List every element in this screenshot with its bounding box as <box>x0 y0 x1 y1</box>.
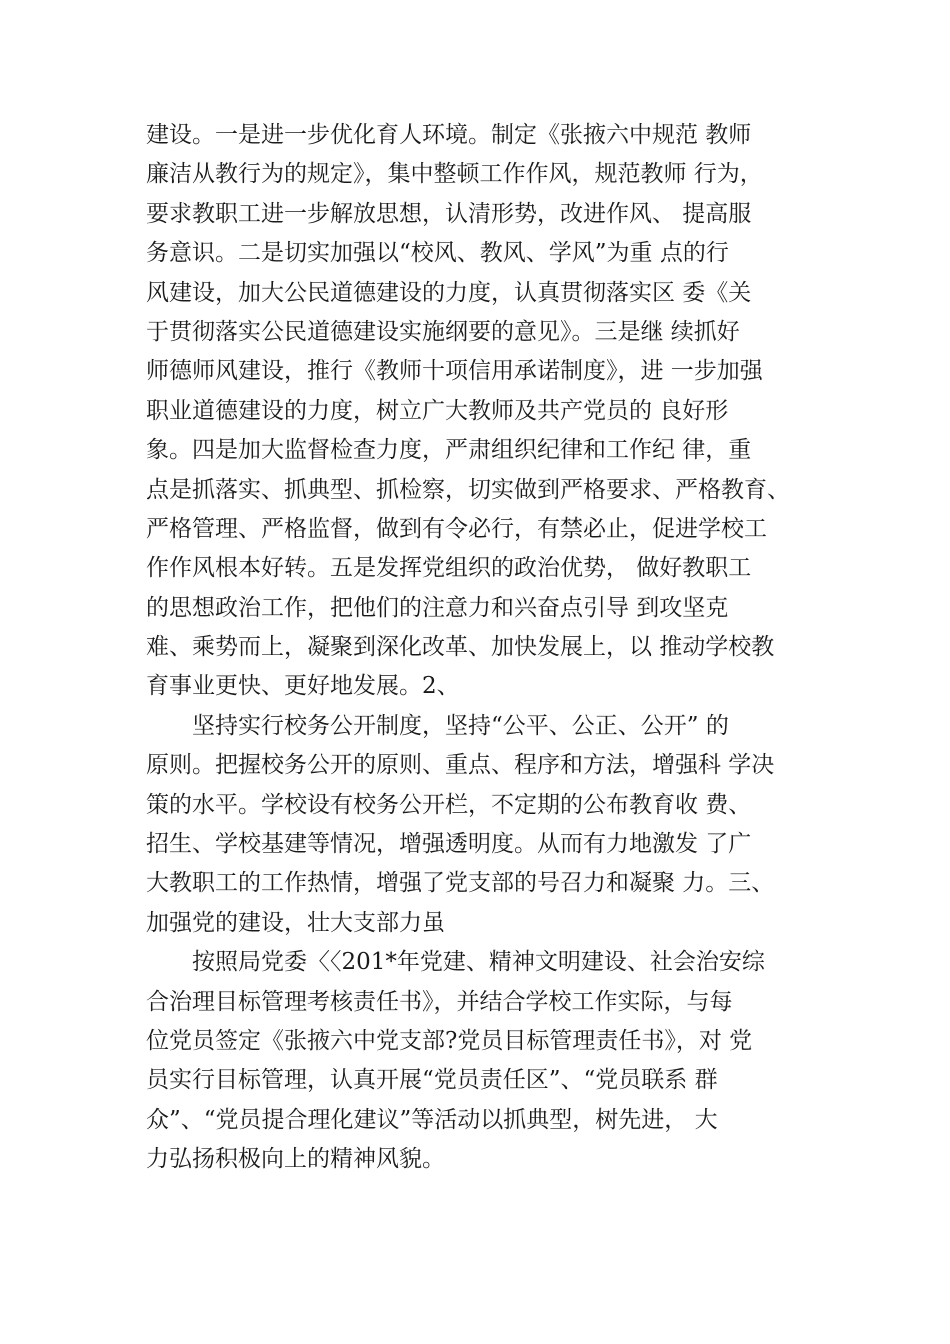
text-line: 大教职工的工作热情，增强了党支部的号召力和凝聚 力。三、 <box>146 870 775 897</box>
text-line: 原则。把握校务公开的原则、重点、程序和方法，增强科 学决 <box>146 752 775 779</box>
text-line: 点是抓落实、抓典型、抓检察，切实做到严格要求、严格教育、 <box>146 476 790 503</box>
text-line: 招生、学校基建等情况，增强透明度。从而有力地激发 了广 <box>146 831 752 858</box>
text-line: 员实行目标管理，认真开展“党员责任区”、“党员联系 群 <box>146 1067 718 1094</box>
text-line: 众”、“党员提合理化建议”等活动以抓典型，树先进， 大 <box>146 1106 718 1133</box>
text-line: 作作风根本好转。五是发挥党组织的政治优势， 做好教职工 <box>146 555 752 582</box>
text-line: 于贯彻落实公民道德建设实施纲要的意见》。三是继 续抓好 <box>146 318 740 345</box>
text-line: 风建设，加大公民道德建设的力度，认真贯彻落实区 委《关 <box>146 279 752 306</box>
text-line: 力弘扬积极向上的精神风貌。 <box>146 1146 445 1173</box>
text-line: 廉洁从教行为的规定》，集中整顿工作作风，规范教师 行为， <box>146 161 763 188</box>
text-line: 的思想政治工作，把他们的注意力和兴奋点引导 到攻坚克 <box>146 594 729 621</box>
text-line: 务意识。二是切实加强以“校风、教风、学风”为重 点的行 <box>146 240 729 267</box>
text-line: 位党员签定《张掖六中党支部?党员目标管理责任书》，对 党 <box>146 1027 753 1054</box>
text-line: 职业道德建设的力度，树立广大教师及共产党员的 良好形 <box>146 397 729 424</box>
text-line: 师德师风建设，推行《教师十项信用承诺制度》，进 一步加强 <box>146 358 763 385</box>
text-line: 建设。一是进一步优化育人环境。制定《张掖六中规范 教师 <box>146 122 752 148</box>
text-line: 按照局党委〈〈201*年党建、精神文明建设、社会治安综 <box>192 949 765 976</box>
body-text <box>146 116 836 1180</box>
text-line: 策的水平。学校设有校务公开栏，不定期的公布教育收 费、 <box>146 791 752 818</box>
text-line: 严格管理、严格监督，做到有令必行，有禁必止，促进学校工 <box>146 515 767 542</box>
text-line: 象。四是加大监督检查力度，严肃组织纪律和工作纪 律，重 <box>146 437 752 464</box>
text-line: 育事业更快、更好地发展。2、 <box>146 673 460 700</box>
text-line: 坚持实行校务公开制度，坚持“公平、公正、公开” 的 <box>192 712 729 739</box>
text-line: 加强党的建设，壮大支部力虽 <box>146 909 445 936</box>
text-line: 合治理目标管理考核责任书》，并结合学校工作实际，与每 <box>146 988 733 1015</box>
text-line: 难、乘势而上，凝聚到深化改革、加快发展上，以 推动学校教 <box>146 634 775 661</box>
text-line: 要求教职工进一步解放思想，认清形势，改进作风、 提高服 <box>146 200 752 227</box>
